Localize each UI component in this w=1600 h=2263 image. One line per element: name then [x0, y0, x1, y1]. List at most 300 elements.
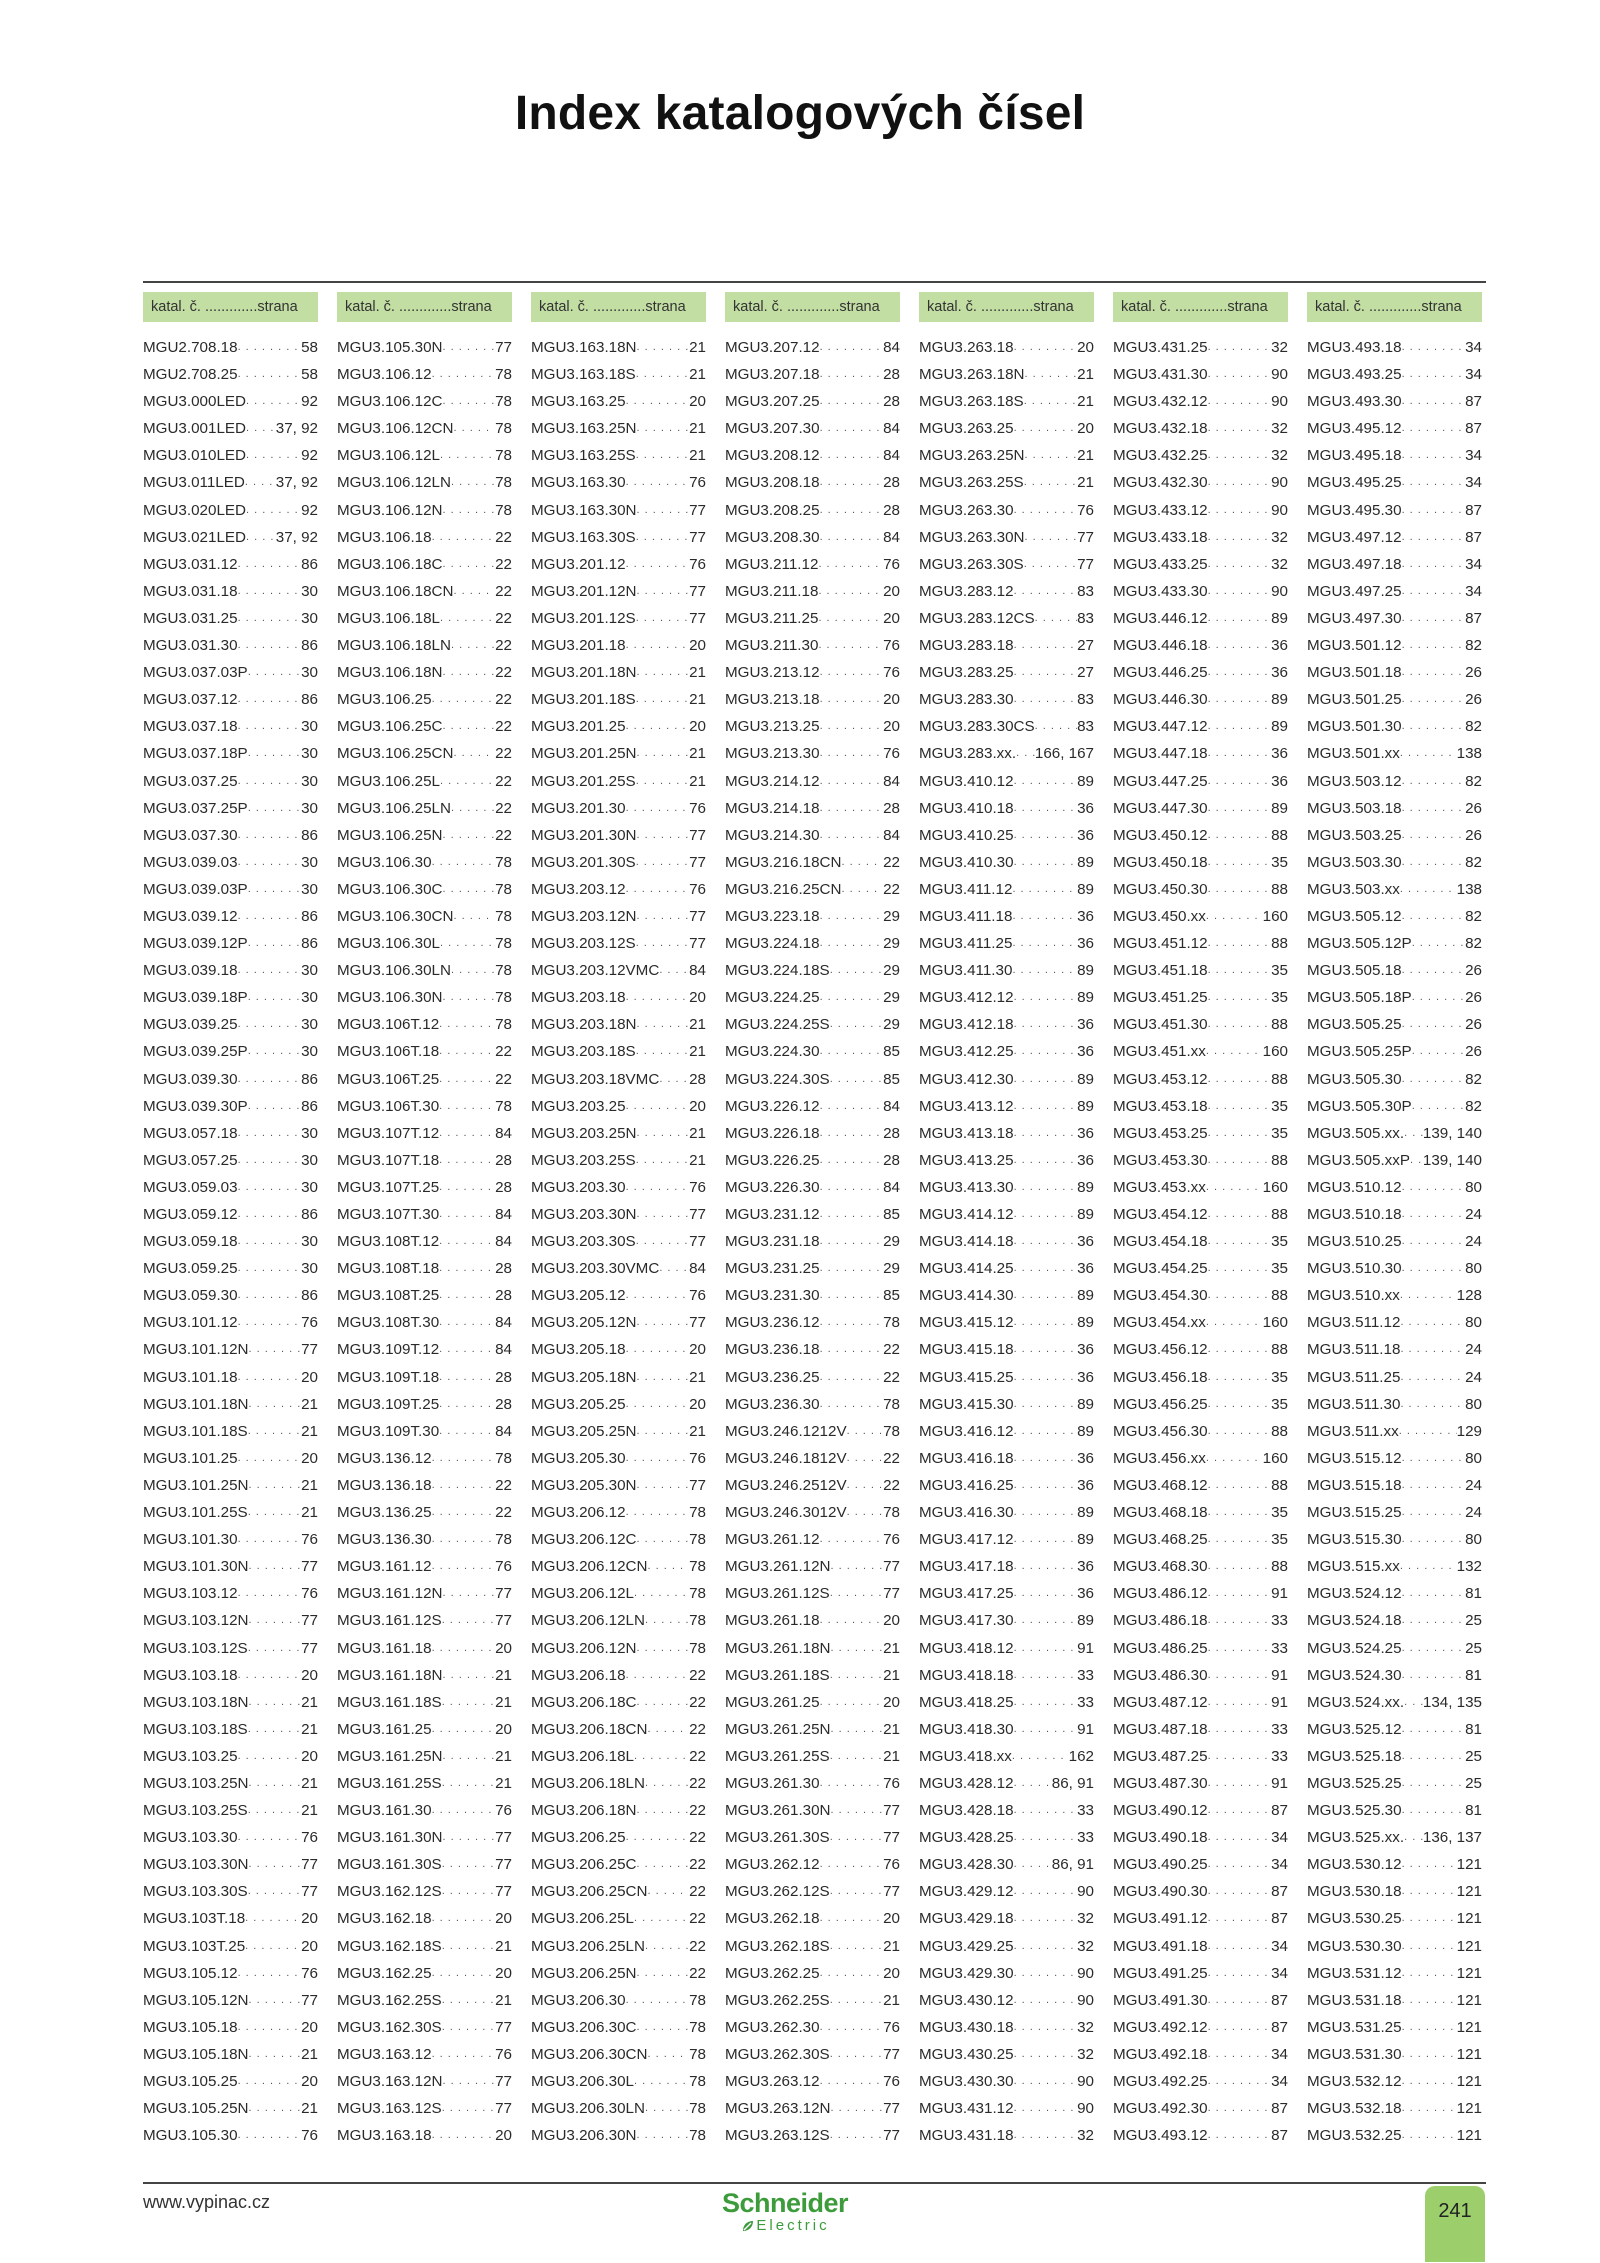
catalog-number: MGU3.201.30N	[531, 826, 637, 844]
page-reference: 82	[1465, 1070, 1482, 1088]
catalog-number: MGU3.486.25	[1113, 1639, 1208, 1657]
page-reference: 81	[1465, 1720, 1482, 1738]
page-reference: 22	[495, 772, 512, 790]
dot-leader	[820, 1282, 884, 1309]
catalog-number: MGU3.511.12	[1307, 1314, 1401, 1332]
page-reference: 20	[689, 989, 706, 1007]
catalog-number: MGU3.031.12	[143, 555, 238, 573]
dot-leader	[1402, 1607, 1466, 1634]
dot-leader	[238, 1011, 302, 1038]
dot-leader	[238, 1282, 302, 1309]
catalog-number: MGU3.106.30N	[337, 989, 443, 1007]
catalog-number: MGU3.206.25	[531, 1829, 626, 1847]
index-row	[1307, 1228, 1482, 1255]
catalog-number: MGU3.263.12	[725, 2073, 820, 2090]
index-row	[725, 442, 900, 469]
page-reference: 87	[1271, 1883, 1288, 1901]
catalog-number: MGU3.059.25	[143, 1260, 238, 1278]
page-reference: 29	[883, 989, 900, 1007]
index-row	[1113, 551, 1288, 578]
dot-leader	[1014, 1147, 1078, 1174]
dot-leader	[248, 930, 301, 957]
dot-leader	[1014, 1635, 1078, 1662]
index-row	[531, 1797, 706, 1824]
index-row	[337, 1878, 512, 1905]
index-row	[531, 1499, 706, 1526]
dot-leader	[1208, 1716, 1272, 1743]
index-row	[1307, 632, 1482, 659]
page-reference: 91	[1271, 1666, 1288, 1684]
dot-leader	[1402, 469, 1466, 496]
dot-leader	[626, 1336, 690, 1363]
catalog-number: MGU3.000LED	[143, 393, 246, 411]
dot-leader	[847, 1445, 884, 1472]
dot-leader	[1025, 361, 1078, 388]
index-row	[725, 795, 900, 822]
catalog-number: MGU3.162.12S	[337, 1883, 442, 1901]
catalog-number: MGU3.211.18	[725, 582, 819, 600]
index-row	[143, 388, 318, 415]
page-reference: 36	[1077, 1558, 1094, 1576]
dot-leader	[820, 1336, 884, 1363]
page-reference: 85	[883, 1287, 900, 1305]
catalog-number: MGU3.163.18S	[531, 366, 636, 384]
catalog-number: MGU3.031.30	[143, 637, 238, 655]
page-reference: 84	[883, 528, 900, 546]
dot-leader	[1208, 740, 1272, 767]
page-reference: 121	[1456, 1937, 1482, 1955]
dot-leader	[636, 686, 689, 713]
dot-leader	[659, 1066, 689, 1093]
dot-leader	[238, 822, 302, 849]
catalog-number: MGU3.505.xx.	[1307, 1124, 1405, 1142]
catalog-number: MGU3.416.30	[919, 1504, 1014, 1522]
dot-leader	[820, 1770, 884, 1797]
index-row	[143, 361, 318, 388]
dot-leader	[1014, 1282, 1078, 1309]
page-reference: 89	[1077, 1097, 1094, 1115]
catalog-number: MGU3.246.2512V	[725, 1476, 847, 1494]
catalog-number: MGU3.106.30L	[337, 935, 440, 953]
page-reference: 121	[1456, 1856, 1482, 1874]
page-reference: 166, 167	[1034, 745, 1094, 763]
index-row	[143, 1309, 318, 1336]
index-row	[337, 849, 512, 876]
page-reference: 87	[1271, 1991, 1288, 2009]
index-row	[725, 903, 900, 930]
catalog-number: MGU3.162.18	[337, 1910, 432, 1928]
page-reference: 25	[1465, 1747, 1482, 1765]
dot-leader	[1208, 334, 1272, 361]
dot-leader	[636, 524, 689, 551]
page-reference: 30	[301, 582, 318, 600]
page-reference: 91	[1271, 1774, 1288, 1792]
dot-leader	[636, 768, 689, 795]
dot-leader	[238, 2122, 302, 2149]
dot-leader	[454, 415, 496, 442]
index-row	[531, 1878, 706, 1905]
dot-leader	[1012, 1743, 1069, 1770]
catalog-number: MGU3.105.18	[143, 2018, 238, 2036]
page-reference: 89	[1077, 989, 1094, 1007]
index-row	[1113, 1038, 1288, 1065]
page-reference: 162	[1068, 1747, 1094, 1765]
index-row	[1113, 632, 1288, 659]
catalog-number: MGU3.208.12	[725, 447, 820, 465]
catalog-number: MGU3.418.12	[919, 1639, 1014, 1657]
page-reference: 21	[689, 1368, 706, 1386]
page-reference: 90	[1271, 474, 1288, 492]
page-reference: 81	[1465, 1802, 1482, 1820]
page-reference: 86	[301, 1287, 318, 1305]
dot-leader	[820, 497, 884, 524]
dot-leader	[1014, 2041, 1078, 2068]
page-reference: 121	[1456, 1991, 1482, 2009]
page-reference: 21	[301, 1422, 318, 1440]
index-row	[1307, 1960, 1482, 1987]
index-row	[531, 1418, 706, 1445]
dot-leader	[648, 2041, 690, 2068]
page-reference: 76	[301, 1964, 318, 1982]
catalog-number: MGU3.431.25	[1113, 339, 1208, 356]
dot-leader	[1402, 578, 1466, 605]
catalog-number: MGU3.261.12N	[725, 1558, 831, 1576]
dot-leader	[1208, 1743, 1272, 1770]
catalog-number: MGU3.103.30S	[143, 1883, 248, 1901]
index-row	[337, 2041, 512, 2068]
dot-leader	[1024, 469, 1077, 496]
dot-leader	[1208, 876, 1272, 903]
page-reference: 86, 91	[1051, 1856, 1094, 1874]
catalog-number: MGU3.162.25S	[337, 1991, 442, 2009]
index-row	[143, 1635, 318, 1662]
page-reference: 34	[1271, 1937, 1288, 1955]
dot-leader	[1400, 740, 1457, 767]
dot-leader	[246, 442, 301, 469]
page-reference: 34	[1465, 582, 1482, 600]
dot-leader	[1206, 1038, 1263, 1065]
page-reference: 20	[301, 1368, 318, 1386]
index-row	[143, 1120, 318, 1147]
page-reference: 22	[495, 664, 512, 682]
catalog-number: MGU3.510.30	[1307, 1260, 1402, 1278]
dot-leader	[238, 849, 302, 876]
catalog-number: MGU3.161.12N	[337, 1585, 443, 1603]
catalog-number: MGU3.106.18LN	[337, 637, 451, 655]
page-reference: 22	[495, 1476, 512, 1494]
dot-leader	[249, 2095, 302, 2122]
catalog-number: MGU3.226.12	[725, 1097, 820, 1115]
dot-leader	[820, 1607, 884, 1634]
dot-leader	[1402, 903, 1466, 930]
index-row	[1113, 469, 1288, 496]
page-reference: 28	[883, 474, 900, 492]
page-reference: 21	[883, 1666, 900, 1684]
catalog-number: MGU3.430.25	[919, 2045, 1014, 2063]
page-reference: 84	[495, 1124, 512, 1142]
dot-leader	[432, 1472, 496, 1499]
dot-leader	[249, 1472, 302, 1499]
index-row	[919, 2014, 1094, 2041]
dot-leader	[1402, 1580, 1466, 1607]
catalog-number: MGU3.163.12N	[337, 2073, 443, 2090]
catalog-number: MGU3.108T.18	[337, 1260, 440, 1278]
catalog-number: MGU3.446.12	[1113, 609, 1208, 627]
catalog-number: MGU3.411.18	[919, 907, 1013, 925]
catalog-number: MGU3.283.25	[919, 664, 1014, 682]
index-row	[531, 903, 706, 930]
page-reference: 30	[301, 1043, 318, 1061]
catalog-number: MGU3.497.12	[1307, 528, 1402, 546]
page-reference: 32	[1271, 420, 1288, 438]
page-reference: 20	[495, 1910, 512, 1928]
page-reference: 21	[1077, 447, 1094, 465]
page-reference: 80	[1465, 1449, 1482, 1467]
page-reference: 78	[495, 1016, 512, 1034]
dot-leader	[440, 605, 495, 632]
page-reference: 121	[1456, 2018, 1482, 2036]
page-number: 241	[1425, 2186, 1485, 2262]
catalog-number: MGU3.495.12	[1307, 420, 1402, 438]
dot-leader	[238, 334, 302, 361]
column-header: katal. č. .............strana	[919, 292, 1094, 322]
page-reference: 36	[1077, 799, 1094, 817]
page-reference: 32	[1077, 1910, 1094, 1928]
catalog-number: MGU3.429.12	[919, 1883, 1014, 1901]
dot-leader	[820, 713, 884, 740]
catalog-number: MGU3.106.30CN	[337, 907, 454, 925]
catalog-number: MGU3.106.18CN	[337, 582, 454, 600]
catalog-number: MGU3.039.30	[143, 1070, 238, 1088]
catalog-number: MGU3.106.25N	[337, 826, 443, 844]
catalog-number: MGU3.037.12	[143, 691, 238, 709]
index-row	[337, 930, 512, 957]
dot-leader	[820, 334, 884, 361]
catalog-number: MGU3.456.xx	[1113, 1449, 1206, 1467]
index-row	[143, 1391, 318, 1418]
catalog-number: MGU3.453.30	[1113, 1151, 1208, 1169]
dot-leader	[820, 1309, 884, 1336]
dot-leader	[1208, 659, 1272, 686]
dot-leader	[1402, 1797, 1466, 1824]
dot-leader	[1206, 1445, 1263, 1472]
page-reference: 30	[301, 1233, 318, 1251]
dot-leader	[626, 1391, 690, 1418]
page-reference: 86	[301, 1206, 318, 1223]
index-row	[1113, 1391, 1288, 1418]
catalog-number: MGU3.493.12	[1113, 2127, 1208, 2145]
catalog-number: MGU3.525.30	[1307, 1802, 1402, 1820]
dot-leader	[1014, 1364, 1078, 1391]
catalog-number: MGU3.206.30C	[531, 2018, 637, 2036]
page-reference: 84	[883, 826, 900, 844]
index-row	[1307, 1418, 1482, 1445]
index-row	[337, 415, 512, 442]
dot-leader	[1399, 1418, 1457, 1445]
index-row	[1113, 686, 1288, 713]
dot-leader	[1208, 1499, 1272, 1526]
catalog-number: MGU3.493.30	[1307, 393, 1402, 411]
index-row	[531, 984, 706, 1011]
dot-leader	[442, 1689, 495, 1716]
footer-url[interactable]: www.vypinac.cz	[143, 2192, 271, 2212]
index-row	[531, 632, 706, 659]
catalog-number: MGU3.106T.30	[337, 1097, 440, 1115]
dot-leader	[1014, 1499, 1078, 1526]
dot-leader	[830, 1933, 883, 1960]
page-reference: 30	[301, 962, 318, 980]
dot-leader	[246, 497, 301, 524]
index-row	[1307, 361, 1482, 388]
index-row	[919, 1960, 1094, 1987]
index-row	[919, 2095, 1094, 2122]
page-reference: 82	[1465, 907, 1482, 925]
page-reference: 21	[689, 772, 706, 790]
catalog-number: MGU3.037.03P	[143, 664, 248, 682]
index-row	[919, 1878, 1094, 1905]
index-row	[337, 713, 512, 740]
index-row	[725, 1445, 900, 1472]
dot-leader	[432, 1716, 496, 1743]
dot-leader	[1208, 1635, 1272, 1662]
catalog-number: MGU3.163.30S	[531, 528, 636, 546]
index-column-1	[143, 292, 333, 2149]
dot-leader	[1014, 1038, 1078, 1065]
catalog-number: MGU3.456.25	[1113, 1395, 1208, 1413]
dot-leader	[1024, 551, 1077, 578]
index-row	[919, 903, 1094, 930]
dot-leader	[1208, 795, 1272, 822]
index-row	[725, 1391, 900, 1418]
page-reference: 89	[1077, 853, 1094, 871]
page-reference: 20	[495, 2127, 512, 2145]
catalog-number: MGU3.446.30	[1113, 691, 1208, 709]
dot-leader	[637, 497, 690, 524]
page-reference: 89	[1077, 1178, 1094, 1196]
dot-leader	[1412, 930, 1465, 957]
catalog-number: MGU3.525.xx.	[1307, 1829, 1405, 1847]
index-row	[531, 1445, 706, 1472]
index-row	[1113, 1201, 1288, 1228]
catalog-number: MGU3.263.25N	[919, 447, 1025, 465]
page-reference: 77	[689, 1206, 706, 1223]
index-row	[531, 1851, 706, 1878]
index-row	[919, 1553, 1094, 1580]
index-row	[531, 1960, 706, 1987]
index-row	[143, 822, 318, 849]
page-reference: 34	[1465, 339, 1482, 356]
dot-leader	[238, 1662, 302, 1689]
page-reference: 22	[883, 1341, 900, 1359]
dot-leader	[1410, 1147, 1423, 1174]
index-row	[143, 1472, 318, 1499]
catalog-number: MGU3.410.25	[919, 826, 1014, 844]
page-reference: 32	[1271, 528, 1288, 546]
catalog-number: MGU3.497.18	[1307, 555, 1402, 573]
dot-leader	[249, 1987, 302, 2014]
index-row	[143, 469, 318, 496]
dot-leader	[626, 388, 690, 415]
index-row	[919, 957, 1094, 984]
dot-leader	[1014, 1933, 1078, 1960]
dot-leader	[626, 1824, 690, 1851]
dot-leader	[1208, 1851, 1272, 1878]
catalog-number: MGU3.109T.18	[337, 1368, 440, 1386]
page-reference: 22	[689, 1802, 706, 1820]
catalog-number: MGU3.231.12	[725, 1206, 820, 1223]
page-reference: 77	[689, 1476, 706, 1494]
dot-leader	[1014, 768, 1078, 795]
catalog-number: MGU3.039.18	[143, 962, 238, 980]
catalog-number: MGU3.505.12P	[1307, 935, 1412, 953]
index-row	[919, 876, 1094, 903]
page-reference: 35	[1271, 1395, 1288, 1413]
catalog-number: MGU3.224.30	[725, 1043, 820, 1061]
index-row	[337, 1391, 512, 1418]
dot-leader	[1014, 1472, 1078, 1499]
index-row	[725, 2095, 900, 2122]
index-row	[337, 2122, 512, 2149]
index-row	[143, 2122, 318, 2149]
catalog-number: MGU3.414.12	[919, 1206, 1014, 1223]
catalog-number: MGU3.224.18	[725, 935, 820, 953]
index-row	[1113, 1309, 1288, 1336]
index-row	[1307, 442, 1482, 469]
catalog-number: MGU3.205.12N	[531, 1314, 637, 1332]
catalog-number: MGU3.453.xx	[1113, 1178, 1206, 1196]
index-row	[1307, 984, 1482, 1011]
dot-leader	[1208, 1824, 1272, 1851]
index-row	[725, 1526, 900, 1553]
dot-leader	[440, 442, 495, 469]
index-row	[919, 2122, 1094, 2149]
catalog-number: MGU3.411.25	[919, 935, 1013, 953]
index-row	[919, 469, 1094, 496]
catalog-number: MGU3.161.30N	[337, 1829, 443, 1847]
logo-leaf-icon	[740, 2218, 756, 2234]
index-row	[531, 1011, 706, 1038]
page-reference: 86	[301, 691, 318, 709]
dot-leader	[1402, 551, 1466, 578]
catalog-number: MGU3.224.18S	[725, 962, 830, 980]
catalog-number: MGU3.446.25	[1113, 664, 1208, 682]
index-row	[1307, 822, 1482, 849]
dot-leader	[1014, 1580, 1078, 1607]
catalog-number: MGU3.231.25	[725, 1260, 820, 1278]
page-reference: 92	[301, 447, 318, 465]
dot-leader	[1402, 1499, 1466, 1526]
dot-leader	[443, 1743, 496, 1770]
catalog-number: MGU3.203.25N	[531, 1124, 637, 1142]
catalog-number: MGU3.106.30	[337, 853, 432, 871]
index-row	[919, 1905, 1094, 1932]
page-reference: 82	[1465, 1097, 1482, 1115]
catalog-number: MGU3.454.18	[1113, 1233, 1208, 1251]
page-reference: 132	[1456, 1558, 1482, 1576]
dot-leader	[830, 1987, 883, 2014]
dot-leader	[831, 1716, 884, 1743]
index-row	[143, 524, 318, 551]
catalog-number: MGU3.410.18	[919, 799, 1014, 817]
index-row	[919, 1255, 1094, 1282]
catalog-number: MGU3.039.18P	[143, 989, 248, 1007]
page-reference: 86	[301, 1070, 318, 1088]
index-row	[1113, 957, 1288, 984]
dot-leader	[1014, 1878, 1078, 1905]
catalog-number: MGU3.201.12N	[531, 582, 637, 600]
catalog-number: MGU3.206.30L	[531, 2073, 634, 2090]
dot-leader	[1402, 2122, 1457, 2149]
